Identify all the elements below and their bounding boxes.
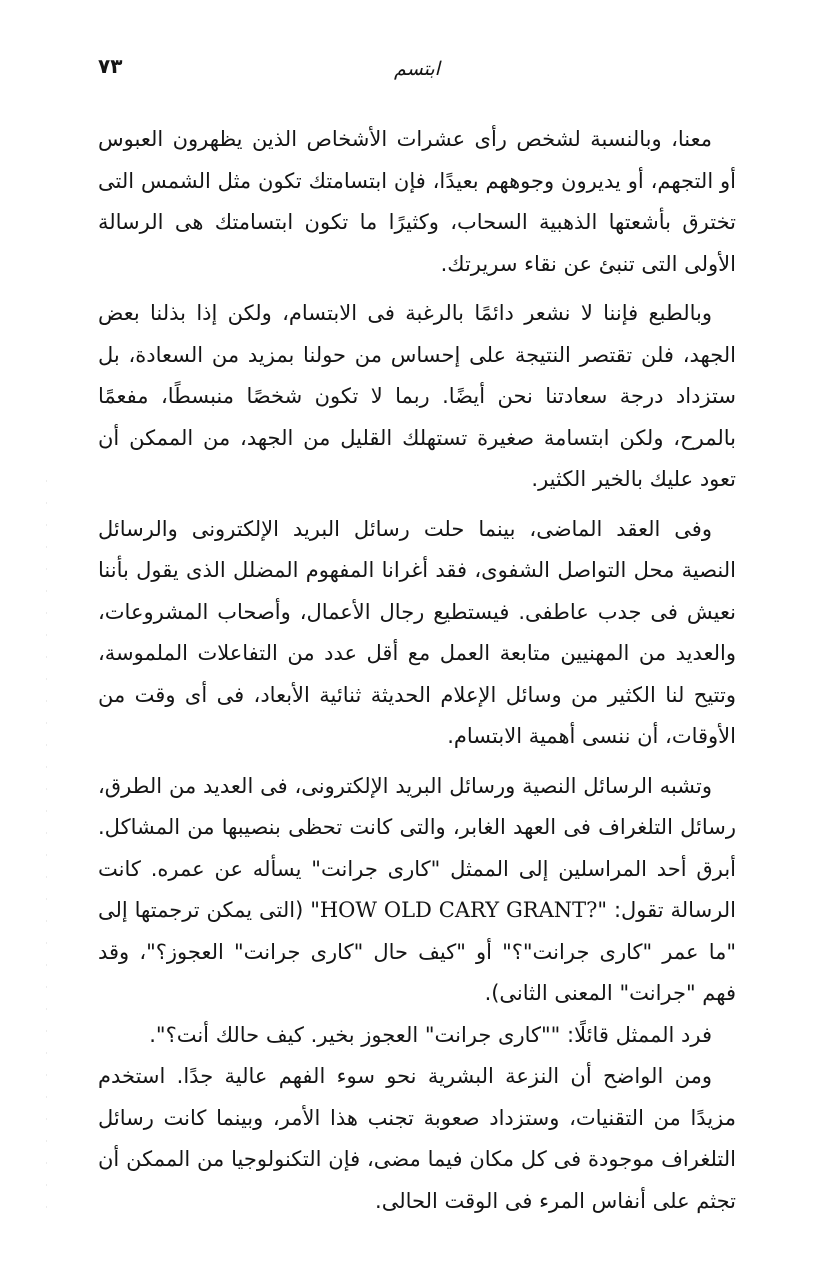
paragraph-4-after: " (التى يمكن ترجمتها إلى "ما عمر "كارى جرانت"؟" أو "كيف حال "كارى جرانت" العجوز؟"، وقد فهم "جرانت" المعنى الثانى). [98, 898, 736, 1005]
paragraph-4-before: وتشبه الرسائل النصية ورسائل البريد الإلكترونى، فى العديد من الطرق، رسائل التلغراف فى العهد الغابر، والتى كانت تحظى بنصيبها من المشاكل. أبرق أحد المراسلين إلى الممثل "كارى جرانت" يسأله عن عمره. كانت الرسالة تقول: " [98, 773, 736, 922]
paragraph-2: وبالطبع فإننا لا نشعر دائمًا بالرغبة فى الابتسام، ولكن إذا بذلنا بعض الجهد، فلن تقتصر النتيجة على إحساس من حولنا بمزيد من السعادة، بل ستزداد درجة سعادتنا نحن أيضًا. ربما لا تكون شخصًا منبسطًا، مفعمًا بالمرح، ولكن ابتسامة صغيرة تستهلك القليل من الجهد، من الممكن أن تعود عليك بالخير الكثير. [98, 301, 736, 491]
telegram-english-text: HOW OLD CARY GRANT? [319, 898, 598, 922]
paragraph-5: فرد الممثل قائلًا: ""كارى جرانت" العجوز بخير. كيف حالك أنت؟". [149, 1022, 712, 1047]
paragraph-6: ومن الواضح أن النزعة البشرية نحو سوء الفهم عالية جدًا. استخدم مزيدًا من التقنيات، وستزداد صعوبة تجنب هذا الأمر، وبينما كانت رسائل التلغراف موجودة فى كل مكان فيما مضى، فإن التكنولوجيا من الممكن أن تجثم على أنفاس المرء فى الوقت الحالى. [98, 1064, 736, 1213]
page-number: ٧٣ [98, 54, 123, 78]
scan-margin-speckle [46, 480, 47, 1220]
paragraph-4 [98, 766, 736, 1015]
body-text [98, 119, 736, 1222]
page-header [98, 52, 736, 92]
running-title: ابتسم [394, 58, 440, 80]
paragraph-1: معنا، وبالنسبة لشخص رأى عشرات الأشخاص الذين يظهرون العبوس أو التجهم، أو يديرون وجوههم بعيدًا، فإن ابتسامتك تكون مثل الشمس التى تخترق بأشعتها الذهبية السحاب، وكثيرًا ما تكون ابتسامتك هى الرسالة الأولى التى تنبئ عن نقاء سريرتك. [98, 127, 736, 276]
paragraph-3: وفى العقد الماضى، بينما حلت رسائل البريد الإلكترونى والرسائل النصية محل التواصل الشفوى، فقد أغرانا المفهوم المضلل الذى يقول بأننا نعيش فى جدب عاطفى. فيستطيع رجال الأعمال، وأصحاب المشروعات، والعديد من المهنيين متابعة العمل مع أقل عدد من التفاعلات الملموسة، وتتيح لنا الكثير من وسائل الإعلام الحديثة ثنائية الأبعاد، فى أى وقت من الأوقات، أن ننسى أهمية الابتسام. [98, 516, 736, 748]
